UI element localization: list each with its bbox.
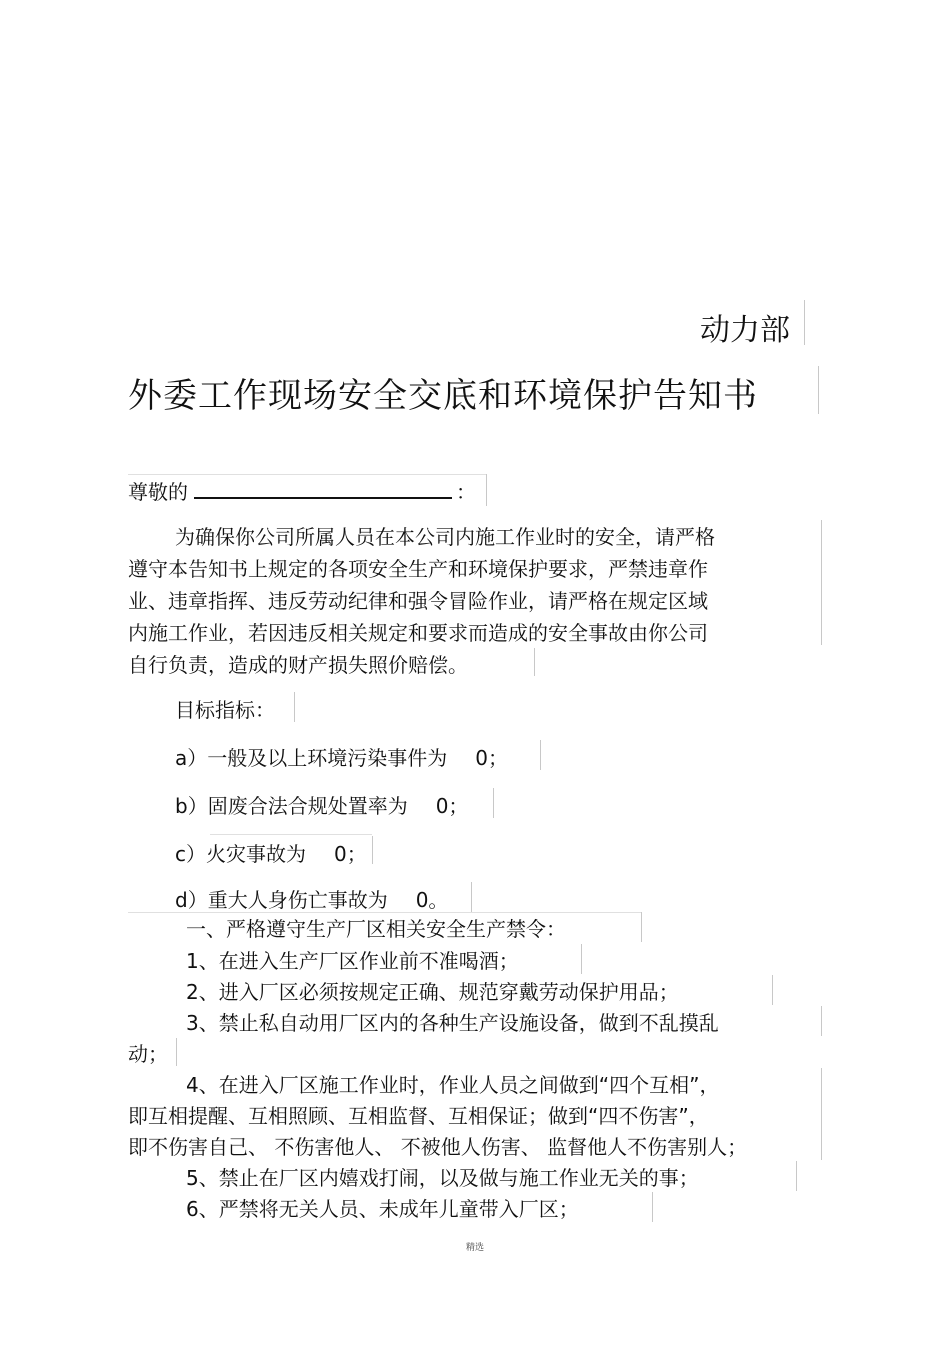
rule-item: 3、禁止私自动用厂区内的各种生产设施设备，做到不乱摸乱 xyxy=(186,1011,719,1035)
target-value: 0； xyxy=(475,746,508,770)
target-value: 0。 xyxy=(415,888,449,912)
layout-divider xyxy=(818,366,819,414)
salutation-prefix: 尊敬的 xyxy=(128,480,188,504)
layout-divider xyxy=(176,1038,177,1066)
section-heading: 一、严格遵守生产厂区相关安全生产禁令： xyxy=(186,917,566,941)
rule-item-continued: 即互相提醒、互相照顾、互相监督、互相保证；做到“四不伤害”， xyxy=(128,1104,709,1128)
rule-item: 1、在进入生产厂区作业前不准喝酒； xyxy=(186,949,519,973)
layout-divider xyxy=(821,520,822,645)
intro-line: 内施工作业，若因违反相关规定和要求而造成的安全事故由你公司 xyxy=(128,621,708,645)
rule-item-continued: 即不伤害自己、 不伤害他人、 不被他人伤害、 监督他人不伤害别人； xyxy=(128,1135,748,1159)
layout-divider xyxy=(821,1006,822,1036)
layout-divider xyxy=(641,912,642,942)
rule-item-continued: 动； xyxy=(128,1042,168,1066)
layout-divider xyxy=(486,474,487,506)
target-value: 0； xyxy=(334,842,367,866)
layout-divider xyxy=(294,692,295,722)
target-label: c）火灾事故为 xyxy=(175,842,306,866)
targets-heading: 目标指标： xyxy=(175,698,275,722)
layout-divider xyxy=(581,944,582,974)
layout-divider xyxy=(128,474,486,475)
intro-line: 遵守本告知书上规定的各项安全生产和环境保护要求，严禁违章作 xyxy=(128,557,708,581)
document-title: 外委工作现场安全交底和环境保护告知书 xyxy=(128,376,758,416)
rule-item: 2、进入厂区必须按规定正确、规范穿戴劳动保护用品； xyxy=(186,980,679,1004)
layout-divider xyxy=(772,975,773,1005)
target-item xyxy=(175,790,468,822)
recipient-blank xyxy=(194,479,452,499)
layout-divider xyxy=(372,836,373,864)
layout-divider xyxy=(128,912,642,913)
salutation-suffix: ： xyxy=(456,480,476,504)
target-label: a）一般及以上环境污染事件为 xyxy=(175,746,448,770)
footer-mark: 精选 xyxy=(466,1243,485,1253)
department-name: 动力部 xyxy=(700,313,790,348)
rule-item: 6、严禁将无关人员、未成年儿童带入厂区； xyxy=(186,1197,579,1221)
layout-divider xyxy=(652,1192,653,1222)
layout-divider xyxy=(534,648,535,676)
layout-divider xyxy=(540,740,541,770)
intro-line: 自行负责，造成的财产损失照价赔偿。 xyxy=(128,653,468,677)
layout-divider xyxy=(210,834,372,835)
intro-line: 业、违章指挥、违反劳动纪律和强令冒险作业，请严格在规定区域 xyxy=(128,589,708,613)
rule-item: 4、在进入厂区施工作业时，作业人员之间做到“四个互相”， xyxy=(186,1073,720,1097)
salutation xyxy=(128,476,476,508)
target-value: 0； xyxy=(435,794,469,818)
rule-item: 5、禁止在厂区内嬉戏打闹，以及做与施工作业无关的事； xyxy=(186,1166,699,1190)
intro-line: 为确保你公司所属人员在本公司内施工作业时的安全，请严格 xyxy=(175,525,715,549)
layout-divider xyxy=(804,300,805,345)
layout-divider xyxy=(493,788,494,818)
layout-divider xyxy=(471,882,472,912)
target-item xyxy=(175,838,367,870)
target-label: d）重大人身伤亡事故为 xyxy=(175,888,388,912)
layout-divider xyxy=(796,1161,797,1191)
target-item xyxy=(175,742,508,774)
layout-divider xyxy=(821,1068,822,1160)
target-label: b）固废合法合规处置率为 xyxy=(175,794,408,818)
